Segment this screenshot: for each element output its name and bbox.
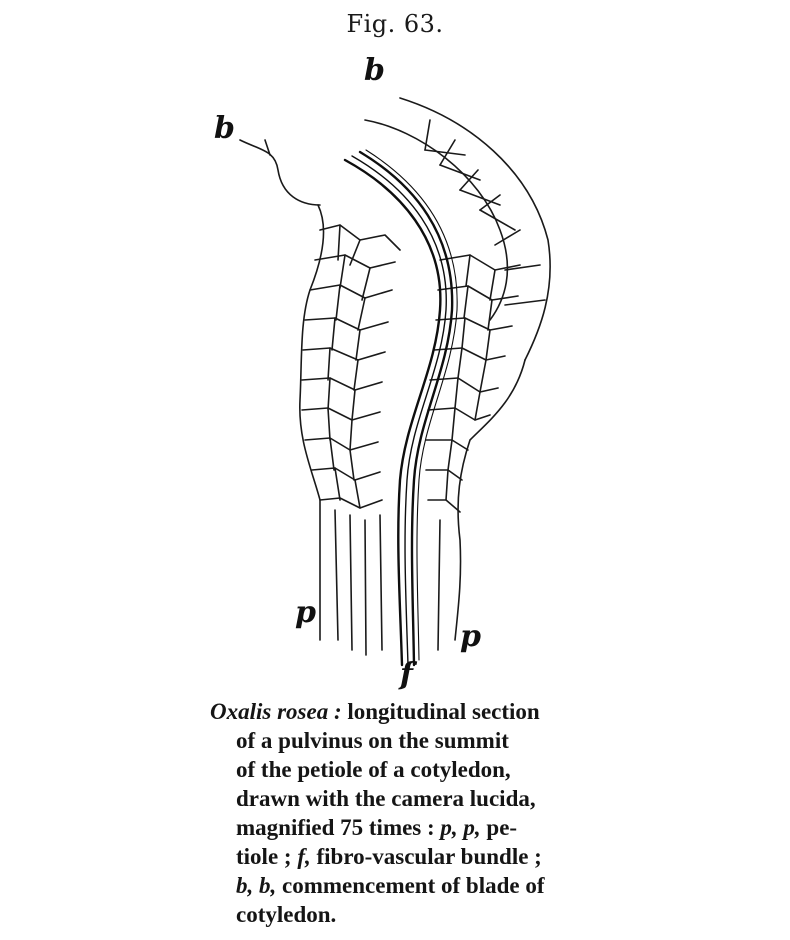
caption-line-4: drawn with the camera lucida,	[236, 786, 536, 811]
caption-line-8: cotyledon.	[236, 902, 337, 927]
pulvinus-left-outline	[300, 205, 324, 640]
caption-line-2: of a pulvinus on the summit	[236, 728, 509, 753]
left-blade-margin	[240, 140, 320, 205]
figure-title: Fig. 63.	[346, 10, 444, 38]
caption-line-1: Oxalis rosea : longitudinal section	[210, 699, 540, 724]
label-b-top: b	[364, 53, 385, 88]
caption-line-6: tiole ; f, fibro-vascular bundle ;	[236, 844, 542, 869]
caption-line-5: magnified 75 times : p, p, pe-	[236, 815, 518, 840]
label-f: f	[400, 657, 413, 690]
label-p-right: p	[460, 619, 481, 654]
label-b-left: b	[214, 111, 235, 146]
label-p-left: p	[295, 595, 316, 630]
pulvinus-right-outline	[455, 360, 525, 640]
fibro-vascular-bundle	[345, 150, 457, 665]
caption-species: Oxalis rosea :	[210, 699, 342, 724]
blade-outer-edge	[400, 98, 550, 360]
caption-line-3: of the petiole of a cotyledon,	[236, 757, 511, 782]
figure-caption	[210, 697, 610, 929]
caption-line-7: b, b, commencement of blade of	[236, 873, 545, 898]
